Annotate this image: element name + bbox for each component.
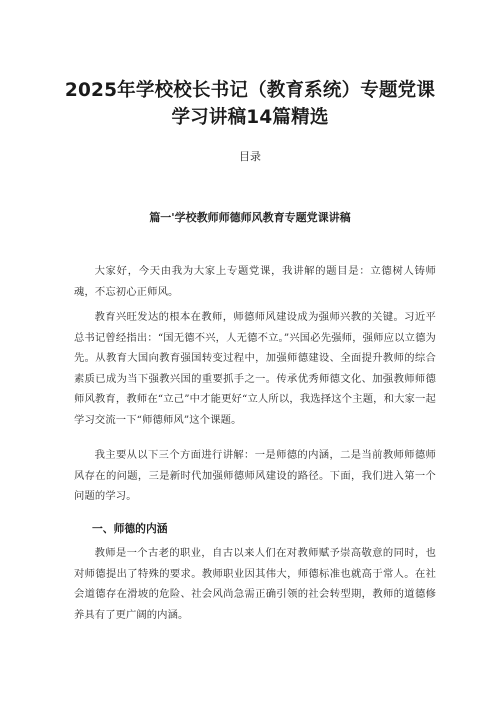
section-heading: 一、师德的内涵 xyxy=(92,522,168,535)
document-title-line-1: 2025年学校校长书记（教育系统）专题党课 xyxy=(64,80,436,101)
paragraph-introduction: 教育兴旺发达的根本在教师，师德师风建设成为强师兴教的关键。习近平总书记曾经指出：“国无德不兴，人无德不立。”兴国必先强师，强师应以立德为先。从教育大国向教育强国转变过程中，加强师德建设、全面提升教师的综合素质已成为当下强教兴国的重要抓手之一。传承优秀师德文化、加强教师师德师风教育，教师在“立己”中才能更好“立人所以，我选择这个主题，和大家一起学习交流一下“师德师风”这个课题。 xyxy=(74,311,436,426)
paragraph-section-body: 教师是一个古老的职业，自古以来人们在对教师赋予崇高敬意的同时，也对师德提出了特殊的要求。教师职业因其伟大，师德标准也就高于常人。在社会道德存在滑坡的危险、社会风尚急需正确引领的社会转型期，教师的道德修养具有了更广阔的内涵。 xyxy=(74,547,436,621)
paragraph-outline: 我主要从以下三个方面进行讲解：一是师德的内涵，二是当前教师师德师风存在的问题，三是新时代加强师德师风建设的路径。下面，我们进入第一个问题的学习。 xyxy=(74,449,436,502)
table-of-contents-label: 目录 xyxy=(239,150,261,163)
document-title-line-2: 学习讲稿14篇精选 xyxy=(171,107,329,128)
paragraph-greeting: 大家好，今天由我为大家上专题党课，我讲解的题目是：立德树人铸师魂，不忘初心正师风。 xyxy=(74,265,436,298)
article-title: 篇一'学校教师师德师风教育专题党课讲稿 xyxy=(149,211,351,224)
